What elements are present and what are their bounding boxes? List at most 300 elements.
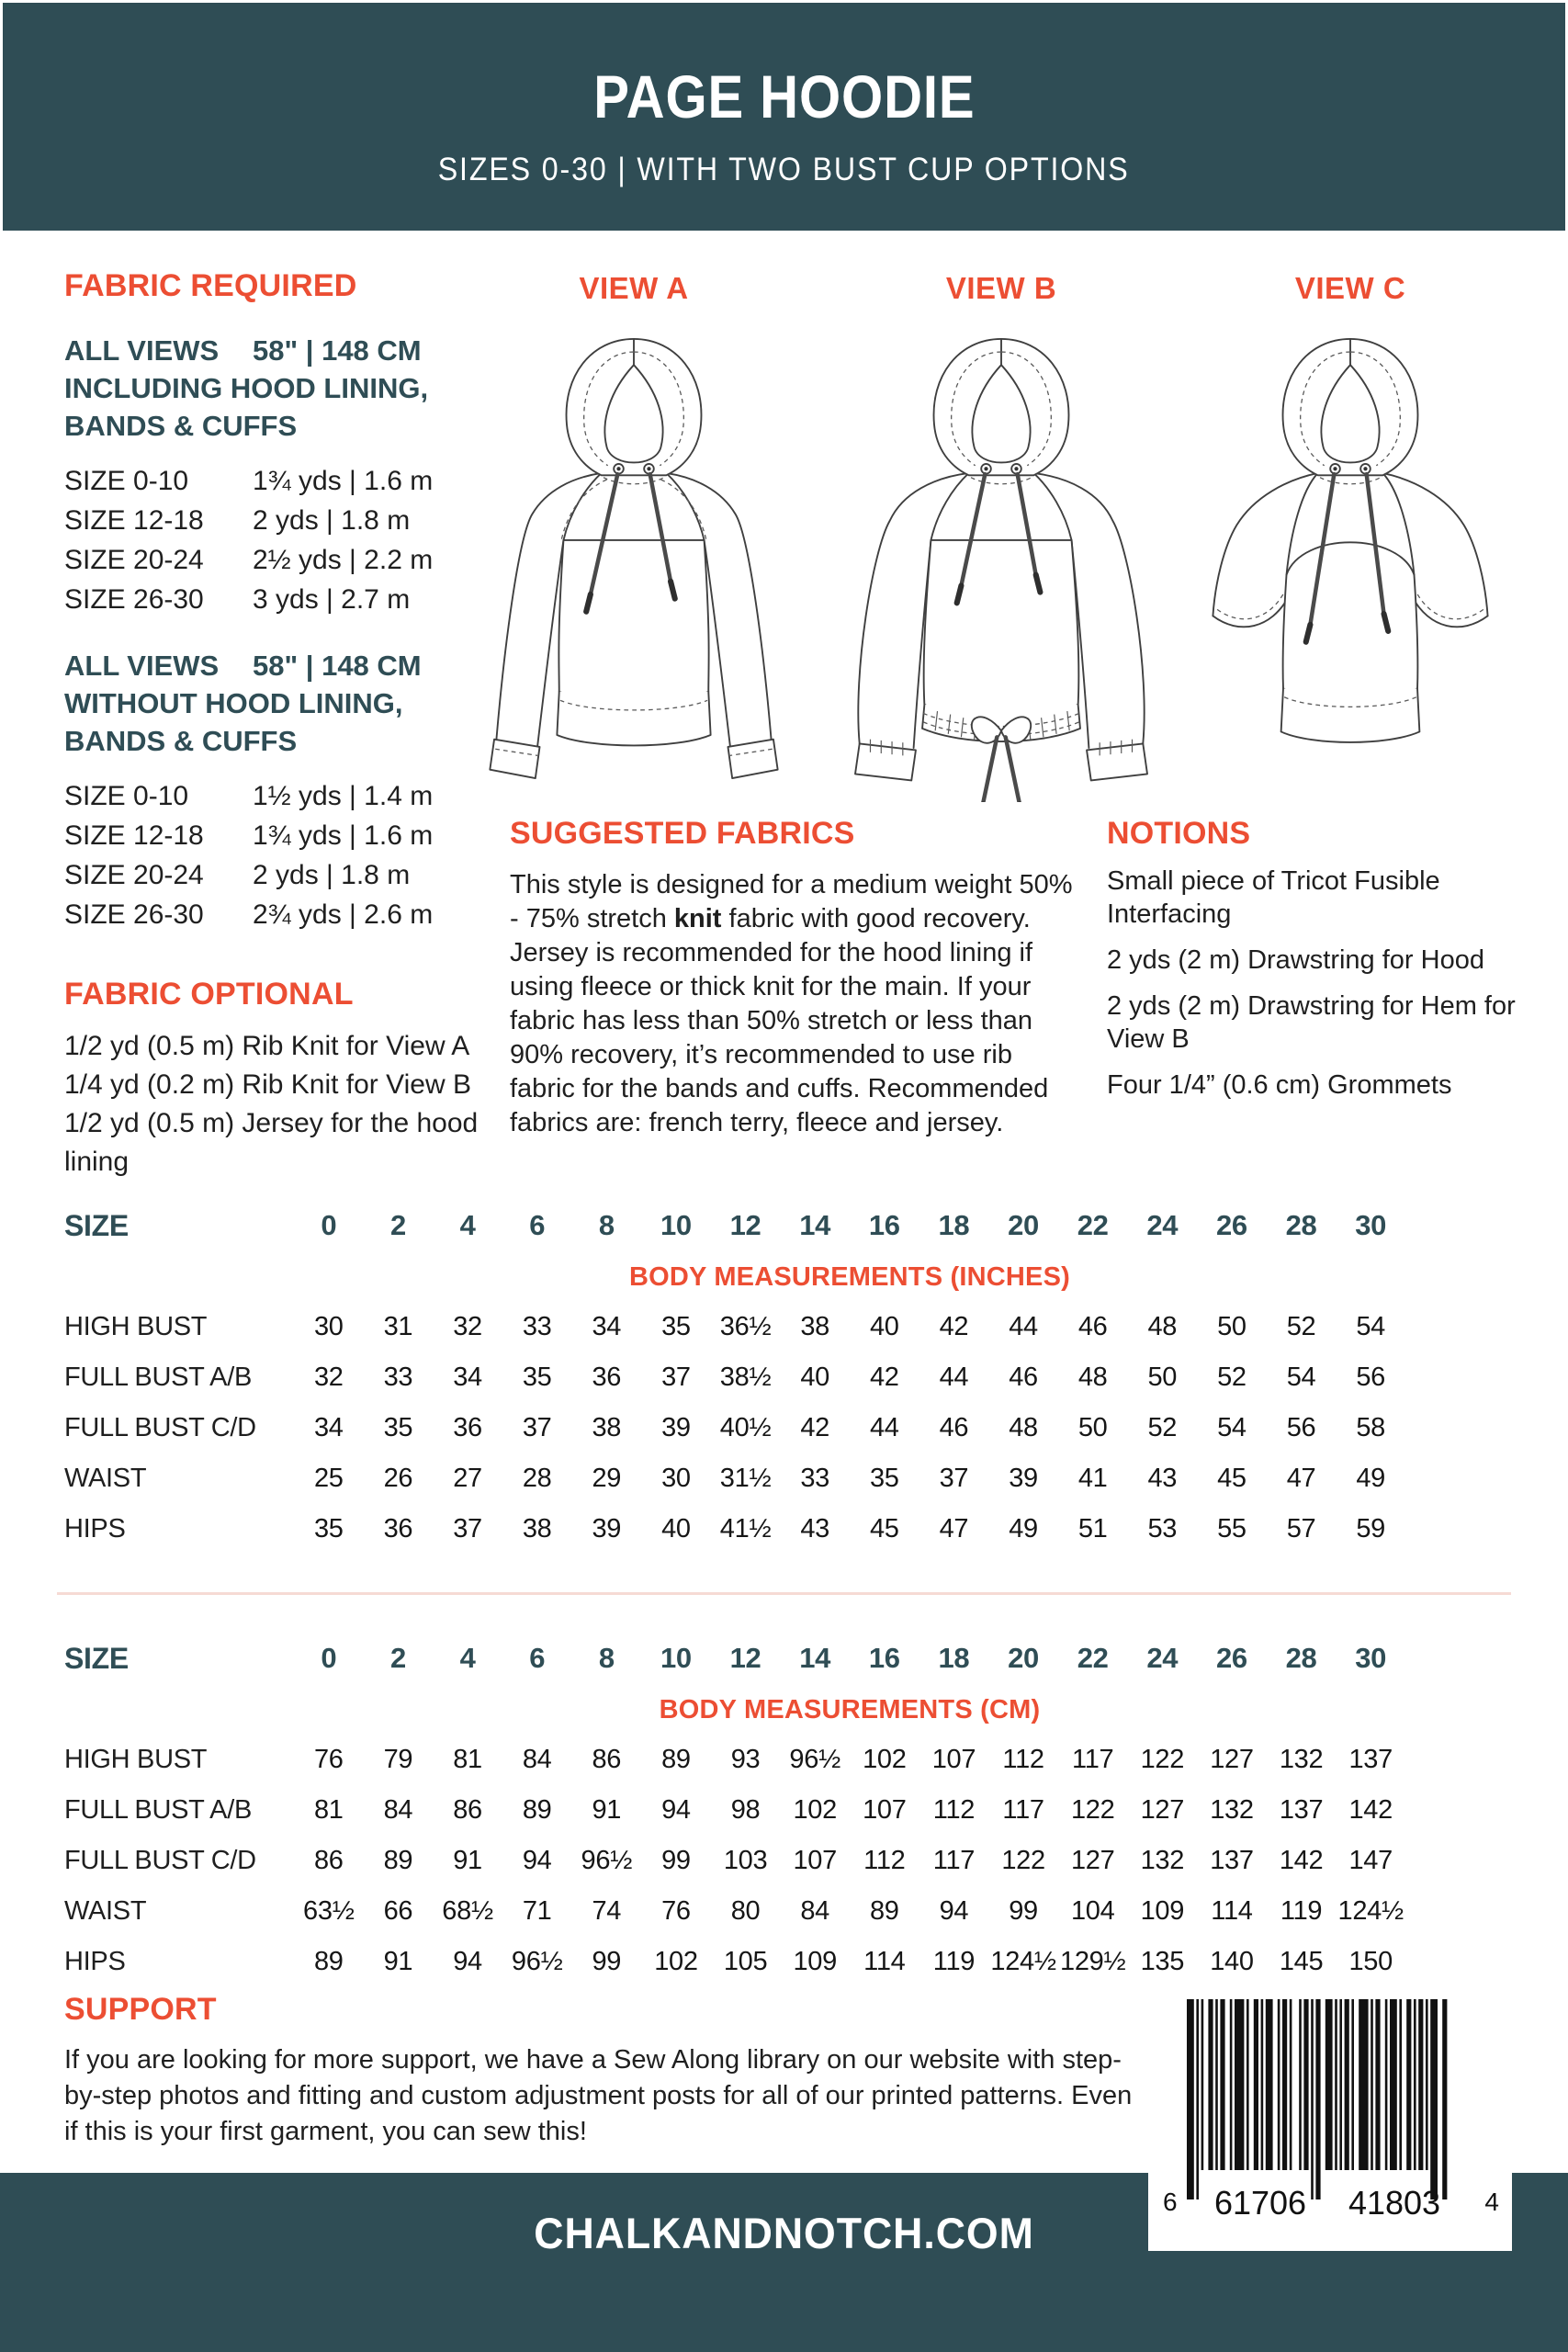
measurement-cell: 132 — [1210, 1795, 1254, 1825]
measurement-cell: 135 — [1140, 1947, 1185, 1976]
table-section-row — [64, 1252, 1405, 1302]
measurement-cell: 122 — [1001, 1846, 1045, 1875]
measurement-cell: 124½ — [990, 1947, 1056, 1976]
table-section-label: BODY MEASUREMENTS (INCHES) — [629, 1261, 1070, 1292]
table-row-label: FULL BUST A/B — [64, 1363, 253, 1392]
table-row-label: HIGH BUST — [64, 1312, 208, 1341]
measurement-cell: 28 — [522, 1464, 552, 1493]
measurement-cell: 127 — [1210, 1745, 1254, 1774]
fabric-size-label: SIZE 0-10 — [64, 781, 189, 811]
body — [1281, 473, 1420, 742]
hood — [934, 339, 1069, 484]
measurement-cell: 34 — [453, 1363, 482, 1392]
measurement-cell: 137 — [1348, 1745, 1393, 1774]
size-column-header: 12 — [729, 1642, 761, 1674]
hood — [567, 339, 702, 484]
size-column-header: 10 — [660, 1209, 692, 1241]
measurement-cell: 44 — [939, 1363, 969, 1392]
size-column-header: 0 — [321, 1209, 337, 1241]
fabric-block-title-value: 58" | 148 CM — [253, 334, 422, 367]
measurement-cell: 114 — [863, 1947, 906, 1976]
measurement-cell: 30 — [313, 1312, 344, 1341]
measurement-cell: 52 — [1217, 1363, 1247, 1392]
measurement-cell: 44 — [869, 1413, 899, 1442]
body — [557, 473, 710, 746]
measurement-cell: 132 — [1279, 1745, 1324, 1774]
view-a-drawing — [455, 315, 813, 802]
barcode-digits-group1: 61706 — [1213, 2184, 1307, 2222]
measurement-cell: 104 — [1070, 1896, 1115, 1926]
barcode-digit-right: 4 — [1484, 2188, 1499, 2216]
table-size-label: SIZE — [64, 1641, 129, 1675]
fabric-optional-line: 1/2 yd (0.5 m) Jersey for the hood lining — [64, 1108, 479, 1177]
measurement-cell: 38 — [592, 1413, 622, 1442]
fabric-block-subtitle: BANDS & CUFFS — [64, 410, 298, 442]
table-row-label: HIGH BUST — [64, 1745, 208, 1774]
measurement-cell: 35 — [522, 1363, 552, 1392]
page-title: PAGE HOODIE — [592, 62, 976, 130]
measurement-cell: 94 — [939, 1896, 969, 1926]
measurement-cell: 35 — [313, 1514, 344, 1544]
measurement-cell: 81 — [313, 1795, 344, 1825]
fabric-optional-line: 1/2 yd (0.5 m) Rib Knit for View A — [64, 1031, 470, 1061]
website-url: CHALKANDNOTCH.COM — [534, 2209, 1034, 2257]
size-column-header: 24 — [1146, 1642, 1179, 1674]
measurement-cell: 117 — [1002, 1795, 1044, 1825]
size-column-header: 16 — [868, 1209, 900, 1241]
measurement-cell: 114 — [1211, 1896, 1253, 1926]
measurement-cell: 119 — [932, 1947, 976, 1976]
fabric-required-blocks — [64, 332, 503, 934]
measurement-cell: 32 — [313, 1363, 344, 1392]
fabric-optional-line: 1/4 yd (0.2 m) Rib Knit for View B — [64, 1069, 471, 1100]
size-column-header: 18 — [938, 1209, 970, 1241]
fabric-size-value: 1½ yds | 1.4 m — [253, 781, 434, 811]
table-row-label: WAIST — [64, 1896, 147, 1926]
measurement-cell: 53 — [1147, 1514, 1178, 1544]
measurement-cell: 86 — [592, 1745, 622, 1774]
table-size-label: SIZE — [64, 1208, 129, 1242]
table-row — [64, 1886, 1405, 1937]
measurement-cell: 46 — [1009, 1363, 1038, 1392]
fabric-size-row — [64, 895, 503, 934]
table-header-row — [64, 1632, 1405, 1685]
size-column-header: 30 — [1355, 1642, 1387, 1674]
table-row — [64, 1403, 1405, 1453]
measurement-cell: 102 — [793, 1795, 837, 1825]
fabric-size-row — [64, 461, 503, 501]
measurement-cell: 32 — [453, 1312, 482, 1341]
measurement-cell: 41½ — [719, 1514, 772, 1544]
measurement-cell: 89 — [661, 1745, 691, 1774]
measurement-cell: 36½ — [719, 1312, 772, 1341]
measurement-cell: 102 — [654, 1947, 698, 1976]
support-text: If you are looking for more support, we have a Sew Along library on our website with step-by-step photos and fitting and custom adjustment posts for all of our printed patterns. Even if this is your first garment, you can sew this! — [64, 2045, 1133, 2146]
measurement-cell: 35 — [383, 1413, 413, 1442]
fabric-column — [64, 268, 503, 1182]
fabric-size-value: 2¾ yds | 2.6 m — [253, 899, 434, 930]
size-column-header: 4 — [459, 1642, 476, 1674]
fabric-size-label: SIZE 0-10 — [64, 466, 189, 496]
measurement-cell: 76 — [661, 1896, 691, 1926]
table-row-label: FULL BUST C/D — [64, 1413, 256, 1442]
measurement-cell: 56 — [1356, 1363, 1386, 1392]
measurement-cell: 50 — [1147, 1363, 1178, 1392]
measurement-cell: 107 — [931, 1745, 976, 1774]
view-b-figure — [822, 271, 1180, 802]
measurement-cell: 39 — [592, 1514, 622, 1544]
fabric-size-label: SIZE 20-24 — [64, 545, 204, 575]
fabric-block-title-label: ALL VIEWS — [64, 334, 220, 367]
measurement-cell: 109 — [793, 1947, 837, 1976]
measurement-cell: 132 — [1140, 1846, 1185, 1875]
measurement-cell: 36 — [383, 1514, 413, 1544]
measurement-cell: 93 — [730, 1745, 761, 1774]
fabric-size-label: SIZE 20-24 — [64, 860, 204, 890]
measurement-cell: 99 — [592, 1947, 622, 1976]
barcode — [1148, 1984, 1512, 2251]
measurement-cell: 52 — [1286, 1312, 1316, 1341]
measurement-cell: 117 — [932, 1846, 976, 1875]
measurement-cell: 94 — [453, 1947, 482, 1976]
fabric-size-value: 2 yds | 1.8 m — [253, 505, 411, 536]
view-b-label: VIEW B — [945, 271, 1057, 305]
measurement-cell: 34 — [592, 1312, 622, 1341]
fabric-size-label: SIZE 26-30 — [64, 584, 204, 615]
measurement-cell: 43 — [800, 1514, 830, 1544]
table-row-label: WAIST — [64, 1464, 147, 1493]
size-column-header: 20 — [1008, 1209, 1039, 1241]
measurement-cell: 42 — [869, 1363, 899, 1392]
measurement-cell: 40½ — [719, 1413, 772, 1442]
fabric-optional-lines — [64, 1027, 503, 1182]
measurement-cell: 84 — [383, 1795, 413, 1825]
measurement-cell: 42 — [800, 1413, 830, 1442]
measurement-cell: 80 — [730, 1896, 761, 1926]
measurement-cell: 40 — [800, 1363, 830, 1392]
measurement-cell: 109 — [1140, 1896, 1185, 1926]
size-column-header: 28 — [1285, 1642, 1317, 1674]
measurement-cell: 89 — [522, 1795, 552, 1825]
size-column-header: 4 — [459, 1209, 476, 1241]
measurement-cell: 89 — [383, 1846, 413, 1875]
measurement-cell: 37 — [453, 1514, 482, 1544]
measurement-cell: 48 — [1009, 1413, 1038, 1442]
table-row-label: FULL BUST C/D — [64, 1846, 256, 1875]
measurement-cell: 31½ — [719, 1464, 772, 1493]
size-column-header: 20 — [1008, 1642, 1039, 1674]
measurement-cell: 45 — [869, 1514, 899, 1544]
table-row — [64, 1735, 1405, 1785]
fabric-block-rows — [64, 776, 503, 934]
measurement-cell: 25 — [313, 1464, 344, 1493]
measurement-cell: 54 — [1286, 1363, 1316, 1392]
measurement-cell: 39 — [661, 1413, 691, 1442]
measurement-cell: 50 — [1217, 1312, 1247, 1341]
header-band — [3, 3, 1565, 231]
measurement-cell: 140 — [1210, 1947, 1254, 1976]
measurement-cell: 59 — [1356, 1514, 1386, 1544]
measurement-cell: 94 — [661, 1795, 691, 1825]
suggested-fabrics-text: This style is designed for a medium weight 50% - 75% stretch knit fabric with good recovery. Jersey is recommended for the hood lining if using fleece or thick knit for the main. If your fabric has less than 50% stretch or less than 90% recovery, it’s recommended to use rib fabric for the bands and cuffs. Recommended fabrics are: french terry, fleece and jersey. — [510, 870, 1073, 1137]
measurement-cell: 147 — [1348, 1846, 1393, 1875]
measurement-cell: 150 — [1348, 1947, 1393, 1976]
barcode-digit-left: 6 — [1163, 2188, 1178, 2216]
measurement-cell: 68½ — [442, 1896, 493, 1926]
measurement-cell: 91 — [453, 1846, 482, 1875]
measurement-cell: 63½ — [303, 1896, 355, 1926]
fabric-size-value: 2½ yds | 2.2 m — [253, 545, 434, 575]
view-c-figure — [1171, 271, 1529, 802]
barcode-graphic — [1148, 1984, 1512, 2251]
fabric-size-row — [64, 501, 503, 540]
measurement-cell: 66 — [383, 1896, 413, 1926]
measurement-cell: 129½ — [1060, 1947, 1126, 1976]
size-column-header: 26 — [1215, 1642, 1247, 1674]
measurement-cell: 44 — [1009, 1312, 1038, 1341]
measurement-cell: 89 — [869, 1896, 899, 1926]
notions-section — [1107, 816, 1522, 1102]
notions-heading: NOTIONS — [1107, 816, 1251, 851]
measurement-cell: 47 — [1286, 1464, 1316, 1493]
fabric-size-row — [64, 580, 503, 619]
measurement-cell: 49 — [1356, 1464, 1386, 1493]
size-column-header: 30 — [1355, 1209, 1387, 1241]
fabric-block-title — [64, 332, 503, 369]
table-row-label: HIPS — [64, 1514, 126, 1544]
measurement-cell: 137 — [1279, 1795, 1324, 1825]
measurement-cell: 81 — [453, 1745, 482, 1774]
measurement-cell: 56 — [1286, 1413, 1316, 1442]
fabric-size-label: SIZE 12-18 — [64, 505, 204, 536]
size-tables — [64, 1199, 1511, 1987]
table-divider-line — [57, 1592, 1511, 1595]
size-table-cm — [64, 1632, 1405, 1987]
size-column-header: 16 — [868, 1642, 900, 1674]
measurement-cell: 43 — [1147, 1464, 1178, 1493]
size-column-header: 28 — [1285, 1209, 1317, 1241]
table-row — [64, 1836, 1405, 1886]
measurement-cell: 79 — [383, 1745, 413, 1774]
size-column-header: 2 — [389, 1642, 406, 1674]
size-column-header: 2 — [389, 1209, 406, 1241]
table-row — [64, 1504, 1405, 1555]
size-column-header: 18 — [938, 1642, 970, 1674]
table-section-label: BODY MEASUREMENTS (CM) — [659, 1694, 1041, 1724]
measurement-cell: 51 — [1077, 1514, 1108, 1544]
measurement-cell: 91 — [383, 1947, 413, 1976]
fabric-required-heading: FABRIC REQUIRED — [64, 268, 357, 303]
measurement-cell: 36 — [453, 1413, 482, 1442]
measurement-cell: 122 — [1140, 1745, 1185, 1774]
size-column-header: 6 — [529, 1209, 546, 1241]
size-column-header: 6 — [529, 1642, 546, 1674]
notions-item: 2 yds (2 m) Drawstring for Hood — [1107, 945, 1484, 975]
table-header-row — [64, 1199, 1405, 1252]
measurement-cell: 45 — [1217, 1464, 1247, 1493]
measurement-cell: 96½ — [511, 1947, 563, 1976]
measurement-cell: 94 — [522, 1846, 552, 1875]
fabric-size-value: 1¾ yds | 1.6 m — [253, 820, 434, 851]
measurement-cell: 112 — [863, 1846, 906, 1875]
measurement-cell: 107 — [793, 1846, 837, 1875]
table-row — [64, 1785, 1405, 1836]
measurement-cell: 35 — [869, 1464, 899, 1493]
page-subtitle: SIZES 0-30 | WITH TWO BUST CUP OPTIONS — [438, 152, 1130, 187]
measurement-cell: 96½ — [789, 1745, 840, 1774]
fabric-size-value: 2 yds | 1.8 m — [253, 860, 411, 890]
view-a-label: VIEW A — [579, 271, 689, 305]
table-row-label: HIPS — [64, 1947, 126, 1976]
measurement-cell: 142 — [1348, 1795, 1393, 1825]
table-row — [64, 1453, 1405, 1504]
measurement-cell: 105 — [723, 1947, 768, 1976]
size-column-header: 0 — [321, 1642, 337, 1674]
hem-drawstring-bow — [972, 717, 1031, 802]
size-column-header: 24 — [1146, 1209, 1179, 1241]
size-column-header: 22 — [1077, 1209, 1109, 1241]
measurement-cell: 137 — [1210, 1846, 1254, 1875]
measurement-cell: 37 — [661, 1363, 691, 1392]
measurement-cell: 103 — [723, 1846, 768, 1875]
fabric-size-label: SIZE 26-30 — [64, 899, 204, 930]
measurement-cell: 84 — [800, 1896, 830, 1926]
measurement-cell: 112 — [932, 1795, 976, 1825]
size-column-header: 14 — [799, 1209, 831, 1241]
measurement-cell: 52 — [1147, 1413, 1178, 1442]
measurement-cell: 127 — [1070, 1846, 1115, 1875]
measurement-cell: 29 — [592, 1464, 622, 1493]
measurement-cell: 99 — [661, 1846, 691, 1875]
size-column-header: 22 — [1077, 1642, 1109, 1674]
body — [922, 473, 1080, 741]
measurement-cell: 46 — [939, 1413, 969, 1442]
measurement-cell: 58 — [1356, 1413, 1386, 1442]
fabric-block-subtitle: WITHOUT HOOD LINING, — [64, 687, 403, 719]
fabric-size-row — [64, 776, 503, 816]
measurement-cell: 96½ — [581, 1846, 633, 1875]
measurement-cell: 31 — [383, 1312, 413, 1341]
measurement-cell: 33 — [522, 1312, 552, 1341]
measurement-cell: 48 — [1147, 1312, 1178, 1341]
measurement-cell: 74 — [592, 1896, 622, 1926]
measurement-cell: 57 — [1286, 1514, 1316, 1544]
measurement-cell: 38 — [800, 1312, 830, 1341]
measurement-cell: 76 — [313, 1745, 344, 1774]
size-column-header: 26 — [1215, 1209, 1247, 1241]
measurement-cell: 99 — [1009, 1896, 1038, 1926]
measurement-cell: 37 — [522, 1413, 552, 1442]
measurement-cell: 38 — [522, 1514, 552, 1544]
notions-item: Small piece of Tricot Fusible Interfacing — [1107, 866, 1440, 929]
fabric-size-row — [64, 816, 503, 855]
measurement-cell: 40 — [869, 1312, 899, 1341]
measurement-cell: 86 — [313, 1846, 344, 1875]
measurement-cell: 119 — [1280, 1896, 1323, 1926]
measurement-cell: 33 — [800, 1464, 830, 1493]
measurement-cell: 27 — [453, 1464, 482, 1493]
view-a-figure — [455, 271, 813, 802]
barcode-digits-group2: 41803 — [1348, 2184, 1441, 2222]
size-column-header: 8 — [598, 1209, 615, 1241]
notions-item: 2 yds (2 m) Drawstring for Hem for View B — [1107, 991, 1516, 1054]
measurement-cell: 122 — [1070, 1795, 1115, 1825]
measurement-cell: 41 — [1077, 1464, 1108, 1493]
measurement-cell: 50 — [1077, 1413, 1108, 1442]
size-column-header: 8 — [598, 1642, 615, 1674]
measurement-cell: 26 — [383, 1464, 413, 1493]
view-b-drawing — [822, 315, 1180, 802]
table-row — [64, 1302, 1405, 1352]
measurement-cell: 30 — [661, 1464, 691, 1493]
measurement-cell: 117 — [1072, 1745, 1114, 1774]
measurement-cell: 84 — [522, 1745, 552, 1774]
measurement-cell: 54 — [1217, 1413, 1247, 1442]
fabric-block-title-value: 58" | 148 CM — [253, 650, 422, 682]
support-heading: SUPPORT — [64, 1992, 217, 2027]
size-column-header: 14 — [799, 1642, 831, 1674]
fabric-block-rows — [64, 461, 503, 619]
measurement-cell: 36 — [592, 1363, 622, 1392]
measurement-cell: 145 — [1279, 1947, 1324, 1976]
size-column-header: 10 — [660, 1642, 692, 1674]
fabric-size-row — [64, 540, 503, 580]
measurement-cell: 38½ — [719, 1363, 772, 1392]
table-row-label: FULL BUST A/B — [64, 1795, 253, 1825]
measurement-cell: 37 — [939, 1464, 969, 1493]
measurement-cell: 40 — [661, 1514, 691, 1544]
table-section-row — [64, 1685, 1405, 1735]
measurement-cell: 127 — [1140, 1795, 1185, 1825]
view-c-label: VIEW C — [1294, 271, 1406, 305]
measurement-cell: 35 — [661, 1312, 691, 1341]
measurement-cell: 46 — [1077, 1312, 1108, 1341]
fabric-size-label: SIZE 12-18 — [64, 820, 204, 851]
measurement-cell: 54 — [1356, 1312, 1386, 1341]
fabric-block-title-label: ALL VIEWS — [64, 650, 220, 682]
fabric-block — [64, 332, 503, 619]
notions-item: Four 1/4” (0.6 cm) Grommets — [1107, 1070, 1452, 1100]
measurement-cell: 98 — [730, 1795, 761, 1825]
table-row — [64, 1937, 1405, 1987]
support-section — [64, 1992, 1134, 2150]
measurement-cell: 91 — [592, 1795, 622, 1825]
measurement-cell: 89 — [313, 1947, 344, 1976]
fabric-size-value: 1¾ yds | 1.6 m — [253, 466, 434, 496]
fabric-block-subtitle: INCLUDING HOOD LINING, — [64, 372, 429, 404]
fabric-size-row — [64, 855, 503, 895]
measurement-cell: 112 — [1002, 1745, 1044, 1774]
suggested-fabrics-heading: SUGGESTED FABRICS — [510, 816, 855, 851]
measurement-cell: 34 — [313, 1413, 344, 1442]
hood — [1283, 339, 1418, 484]
suggested-fabrics-section — [510, 816, 1084, 1140]
measurement-cell: 142 — [1279, 1846, 1324, 1875]
measurement-cell: 39 — [1009, 1464, 1038, 1493]
fabric-size-value: 3 yds | 2.7 m — [253, 584, 411, 615]
view-c-drawing — [1171, 315, 1529, 802]
table-row — [64, 1352, 1405, 1403]
measurement-cell: 124½ — [1337, 1896, 1404, 1926]
measurement-cell: 102 — [863, 1745, 907, 1774]
measurement-cell: 86 — [453, 1795, 482, 1825]
measurement-cell: 49 — [1009, 1514, 1038, 1544]
measurement-cell: 48 — [1077, 1363, 1108, 1392]
fabric-block-subtitle: BANDS & CUFFS — [64, 725, 298, 757]
measurement-cell: 42 — [939, 1312, 969, 1341]
size-table-inches — [64, 1199, 1405, 1555]
measurement-cell: 55 — [1217, 1514, 1247, 1544]
